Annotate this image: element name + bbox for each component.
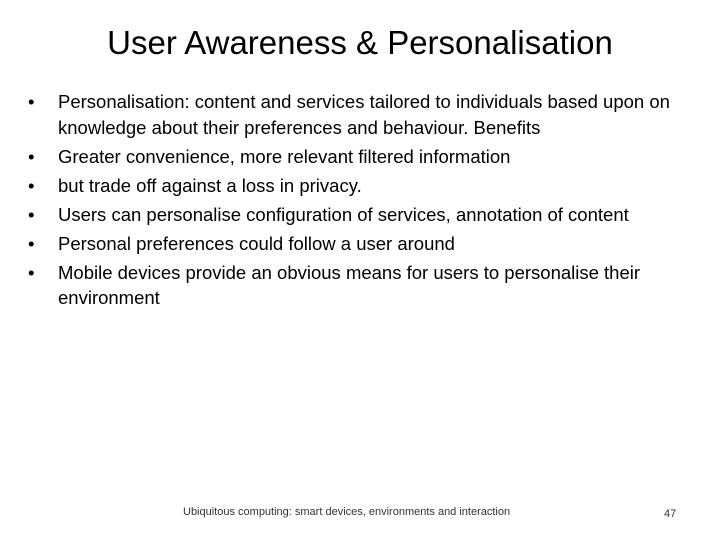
bullet-item: [28, 144, 698, 170]
bullet-text: but trade off against a loss in privacy.: [58, 174, 362, 196]
bullet-text: Greater convenience, more relevant filtered information: [58, 145, 511, 167]
bullet-list: [28, 89, 698, 314]
bullet-marker: •: [28, 91, 35, 112]
bullet-marker: •: [28, 232, 35, 254]
bullet-marker: •: [28, 145, 35, 167]
bullet-text: Personalisation: content and services tailored to individuals based upon on knowledge about their preferences and behaviour. Benefits: [58, 91, 670, 138]
bullet-item: [28, 202, 698, 228]
bullet-text: Personal preferences could follow a user around: [58, 232, 455, 254]
bullet-item: [28, 89, 698, 140]
slide-footer: Ubiquitous computing: smart devices, environments and interaction: [183, 506, 511, 518]
bullet-item: [28, 231, 698, 257]
bullet-marker: •: [28, 261, 35, 283]
page-number: 47: [664, 508, 677, 520]
slide-title: User Awareness & Personalisation: [107, 24, 613, 61]
bullet-text: Users can personalise configuration of services, annotation of content: [58, 203, 629, 225]
bullet-item: [28, 173, 698, 199]
bullet-item: [28, 260, 698, 311]
bullet-text: Mobile devices provide an obvious means for users to personalise their environment: [58, 261, 641, 308]
bullet-marker: •: [28, 203, 35, 225]
bullet-marker: •: [28, 174, 35, 196]
